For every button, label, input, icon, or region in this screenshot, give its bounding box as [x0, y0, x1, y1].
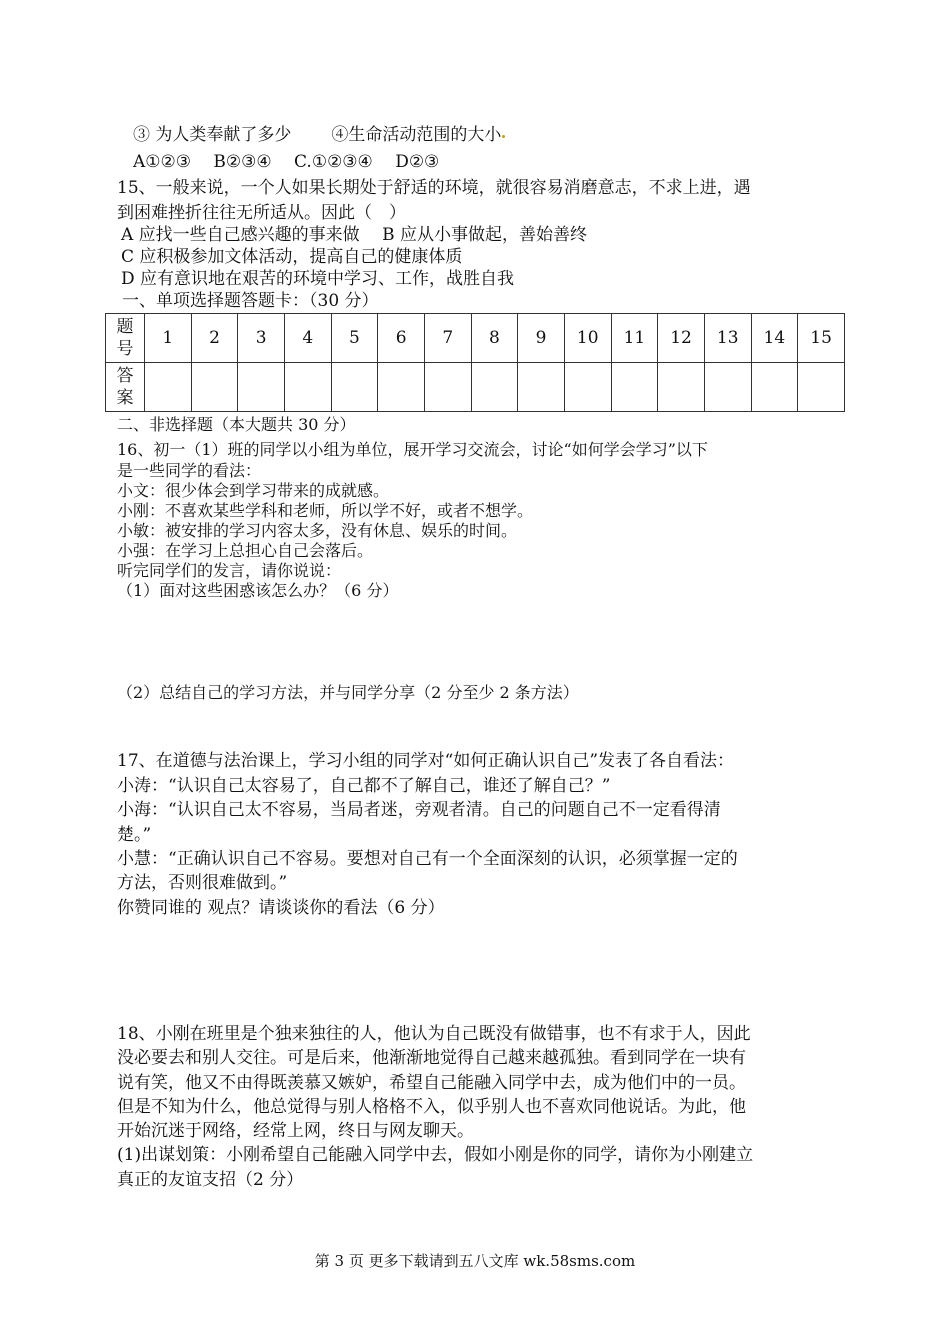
- q14-choices: A①②③ B②③④ C.①②③④ D②③: [133, 152, 440, 172]
- q18-line4: 但是不知为什么，他总觉得与别人格格不入，似乎别人也不喜欢同他说话。为此，他: [117, 1097, 746, 1117]
- q18-line1: 18、小刚在班里是个独来独往的人，他认为自己既没有做错事，也不有求于人，因此: [117, 1024, 751, 1044]
- answer-cell-15[interactable]: [798, 363, 845, 412]
- question-number-4: 4: [284, 314, 331, 363]
- section-2-title: 二、非选择题（本大题共 30 分）: [117, 415, 356, 434]
- answer-cell-2[interactable]: [191, 363, 238, 412]
- question-number-7: 7: [424, 314, 471, 363]
- question-number-8: 8: [471, 314, 518, 363]
- decorative-dot: [502, 135, 505, 138]
- answer-cell-7[interactable]: [424, 363, 471, 412]
- question-number-5: 5: [331, 314, 378, 363]
- answer-cell-4[interactable]: [284, 363, 331, 412]
- q15-stem-line1: 15、一般来说，一个人如果长期处于舒适的环境，就很容易消磨意志，不求上进，遇: [117, 178, 751, 198]
- answer-cell-10[interactable]: [564, 363, 611, 412]
- answer-cell-13[interactable]: [704, 363, 751, 412]
- question-number-15: 15: [798, 314, 845, 363]
- q14-option-3: ③ 为人类奉献了多少 ④生命活动范围的大小: [133, 124, 505, 146]
- q17-ask: 你赞同谁的 观点？请谈谈你的看法（6 分）: [117, 898, 445, 918]
- page-footer: 第 3 页 更多下载请到五八文库 wk.58sms.com: [314, 1252, 636, 1270]
- q18-line5: 开始沉迷于网络，经常上网，终日与网友聊天。: [117, 1121, 474, 1141]
- answer-cell-5[interactable]: [331, 363, 378, 412]
- q15-stem-line2: 到困难挫折往往无所适从。因此（ ）: [117, 203, 406, 223]
- q18-sub1-line2: 真正的友谊支招（2 分）: [117, 1170, 304, 1190]
- answer-header: 答 案: [106, 363, 145, 412]
- answer-cell-14[interactable]: [751, 363, 798, 412]
- q16-stem-line1: 16、初一（1）班的同学以小组为单位，展开学习交流会，讨论“如何学会学习”以下: [117, 440, 708, 459]
- question-number-9: 9: [518, 314, 565, 363]
- question-number-2: 2: [191, 314, 238, 363]
- question-number-11: 11: [611, 314, 658, 363]
- q18-line3: 说有笑，他又不由得既羡慕又嫉妒，希望自己能融入同学中去，成为他们中的一员。: [117, 1073, 746, 1093]
- q15-option-c: C 应积极参加文体活动，提高自己的健康体质: [121, 247, 463, 267]
- q16-xiaoqiang: 小强：在学习上总担心自己会落后。: [117, 541, 374, 560]
- answer-card-number-row: [106, 314, 845, 363]
- question-number-13: 13: [704, 314, 751, 363]
- question-number-6: 6: [378, 314, 425, 363]
- answer-cell-11[interactable]: [611, 363, 658, 412]
- q16-sub2: （2）总结自己的学习方法，并与同学分享（2 分至少 2 条方法）: [117, 683, 579, 702]
- answer-card-title: 一、单项选择题答题卡：（30 分）: [122, 291, 379, 311]
- question-number-header: 题 号: [106, 314, 145, 363]
- q17-xiaotao: 小涛：“认识自己太容易了，自己都不了解自己，谁还了解自己？”: [117, 776, 611, 796]
- answer-cell-6[interactable]: [378, 363, 425, 412]
- question-number-10: 10: [564, 314, 611, 363]
- q17-stem: 17、在道德与法治课上，学习小组的同学对“如何正确认识自己”发表了各自看法：: [117, 751, 735, 771]
- question-number-3: 3: [238, 314, 285, 363]
- q15-option-a-b: A 应找一些自己感兴趣的事来做 B 应从小事做起，善始善终: [121, 225, 587, 245]
- q17-xiaohai-line1: 小海：“认识自己太不容易，当局者迷，旁观者清。自己的问题自己不一定看得清: [117, 800, 721, 820]
- q16-xiaogang: 小刚：不喜欢某些学科和老师，所以学不好，或者不想学。: [117, 501, 534, 520]
- q16-sub1: （1）面对这些困惑该怎么办？（6 分）: [117, 581, 399, 600]
- q17-xiaohui-line2: 方法，否则很难做到。”: [117, 873, 288, 893]
- q17-xiaohai-line2: 楚。”: [117, 825, 152, 845]
- question-number-12: 12: [658, 314, 705, 363]
- answer-cell-8[interactable]: [471, 363, 518, 412]
- q16-stem-line2: 是一些同学的看法：: [117, 461, 262, 480]
- question-number-14: 14: [751, 314, 798, 363]
- answer-cell-9[interactable]: [518, 363, 565, 412]
- answer-cell-3[interactable]: [238, 363, 285, 412]
- q16-listen: 听完同学们的发言，请你说说：: [117, 561, 342, 580]
- answer-card-answer-row: [106, 363, 845, 412]
- q17-xiaohui-line1: 小慧：“正确认识自己不容易。要想对自己有一个全面深刻的认识，必须掌握一定的: [117, 849, 738, 869]
- answer-cell-1[interactable]: [145, 363, 192, 412]
- answer-card-table: [105, 313, 845, 412]
- q18-line2: 没必要去和别人交往。可是后来，他渐渐地觉得自己越来越孤独。看到同学在一块有: [117, 1048, 746, 1068]
- q16-xiaomin: 小敏：被安排的学习内容太多，没有休息、娱乐的时间。: [117, 521, 518, 540]
- q18-sub1-line1: (1)出谋划策：小刚希望自己能融入同学中去，假如小刚是你的同学，请你为小刚建立: [117, 1145, 754, 1165]
- q16-xiaowen: 小文：很少体会到学习带来的成就感。: [117, 481, 390, 500]
- q15-option-d: D 应有意识地在艰苦的环境中学习、工作，战胜自我: [121, 269, 515, 289]
- answer-cell-12[interactable]: [658, 363, 705, 412]
- question-number-1: 1: [145, 314, 192, 363]
